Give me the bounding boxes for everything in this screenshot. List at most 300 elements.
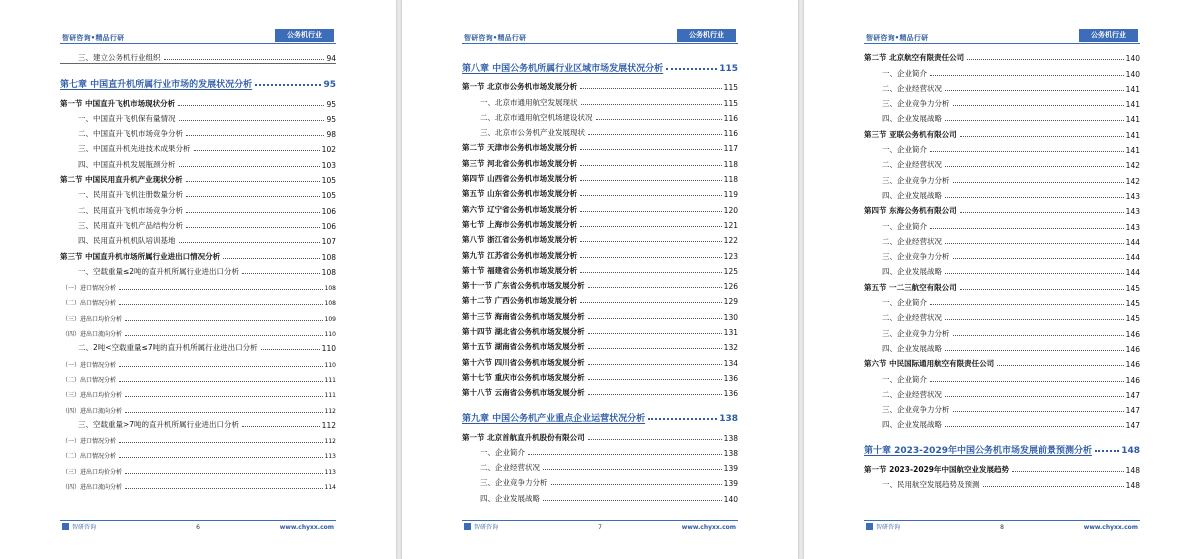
toc-entry-title: 四、企业发展战略: [882, 420, 942, 430]
toc-section-entry[interactable]: [60, 170, 336, 185]
toc-entry-title: 二、企业经营状况: [480, 463, 540, 473]
toc-item-entry[interactable]: [864, 109, 1140, 124]
toc-item-entry[interactable]: [60, 399, 336, 414]
dot-leader: [648, 418, 717, 420]
toc-entry-title: 三、企业竞争力分析: [882, 252, 950, 262]
toc-entry-title: 第一节 中国直升飞机市场现状分析: [60, 98, 176, 108]
toc-page-number: 118: [723, 175, 738, 185]
dot-leader: [178, 105, 324, 106]
dot-leader: [945, 197, 1124, 198]
toc-entry-title: 第七章 中国直升机所属行业市场的发展状况分析: [60, 80, 253, 91]
toc-page-number: 138: [719, 414, 738, 425]
toc-item-entry[interactable]: [864, 216, 1140, 231]
toc-section-entry[interactable]: [462, 322, 738, 337]
toc-section-entry[interactable]: [462, 77, 738, 92]
toc-entry-title: 四、企业发展战略: [882, 190, 942, 200]
toc-entry-title: 一、企业简介: [480, 447, 525, 457]
toc-entry-title: （四）进出口流向分析: [62, 484, 123, 492]
toc-item-entry[interactable]: [60, 139, 336, 154]
toc-section-entry[interactable]: [864, 459, 1140, 474]
page-number: 6: [196, 524, 200, 531]
header-divider: [864, 43, 1140, 44]
toc-page-number: 108: [321, 252, 336, 262]
toc-page-number: 112: [324, 438, 336, 446]
toc-page-number: 115: [719, 64, 738, 74]
toc-page-number: 129: [723, 297, 738, 307]
toc-entry-title: 四、民用直升机机队培训基地: [78, 236, 176, 246]
toc-section-entry[interactable]: [462, 245, 738, 260]
toc-chapter-entry[interactable]: [462, 402, 738, 424]
toc-page-number: 120: [723, 205, 738, 215]
toc-entry-title: 第八节 浙江省公务机市场发展分析: [462, 235, 578, 245]
dot-leader: [1012, 471, 1124, 472]
toc-page-number: 140: [1125, 54, 1140, 64]
toc-entry-title: 第四节 东海公务机有限公司: [864, 206, 957, 216]
dot-leader: [125, 320, 323, 321]
toc-entry-title: 二、中国直升飞机市场竞争分析: [78, 129, 183, 139]
toc-page-number: 145: [1125, 299, 1140, 309]
toc-page-number: 138: [723, 433, 738, 443]
toc-item-entry[interactable]: [864, 186, 1140, 201]
toc-page-number: 112: [324, 407, 336, 415]
toc-item-entry[interactable]: [60, 353, 336, 368]
dot-leader: [945, 90, 1124, 91]
toc-item-entry[interactable]: [864, 400, 1140, 415]
dot-leader: [125, 335, 323, 336]
dot-leader: [945, 319, 1124, 320]
toc-page-number: 109: [324, 315, 336, 323]
toc-page-number: 142: [1125, 161, 1140, 171]
table-of-contents: [864, 48, 1140, 490]
toc-entry-title: 二、北京市通用航空机场建设状况: [480, 112, 593, 122]
page-number: 8: [1000, 524, 1004, 531]
toc-entry-title: 第三节 亚联公务机有限公司: [864, 129, 957, 139]
toc-page-number: 147: [1125, 390, 1140, 400]
toc-entry-title: 第九节 江苏省公务机市场发展分析: [462, 250, 578, 260]
toc-entry-title: 第二节 天津市公务机市场发展分析: [462, 143, 578, 153]
dot-leader: [1095, 450, 1119, 452]
toc-page-number: 114: [324, 484, 336, 492]
toc-page-number: 108: [324, 300, 336, 308]
toc-item-entry[interactable]: [864, 170, 1140, 185]
toc-page-number: 140: [723, 494, 738, 504]
toc-page-number: 144: [1125, 253, 1140, 263]
toc-item-entry[interactable]: [60, 338, 336, 353]
dot-leader: [580, 302, 722, 303]
toc-entry-title: 三、空载重量>7吨的直升机所属行业进出口分析: [78, 419, 240, 429]
toc-section-entry[interactable]: [462, 138, 738, 153]
toc-entry-title: 第四节 山西省公务机市场发展分析: [462, 174, 578, 184]
toc-entry-title: 二、企业经营状况: [882, 160, 942, 170]
toc-entry-title: 四、企业发展战略: [480, 493, 540, 503]
toc-entry-title: 三、企业竞争力分析: [882, 328, 950, 338]
toc-entry-title: 第七节 上海市公务机市场发展分析: [462, 219, 578, 229]
toc-page-number: 113: [324, 468, 336, 476]
toc-entry-title: 第六节 中民国际通用航空有限责任公司: [864, 359, 995, 369]
toc-entry-title: 第十一节 广东省公务机市场发展分析: [462, 281, 585, 291]
toc-entry-title: 三、北京市公务机产业发展现状: [480, 128, 585, 138]
toc-entry-title: 第八章 中国公务机所属行业区域市场发展状况分析: [462, 64, 664, 74]
toc-entry-title: 一、企业简介: [882, 68, 927, 78]
toc-page-number: 148: [1125, 481, 1140, 491]
toc-item-entry[interactable]: [60, 262, 336, 277]
toc-page-number: 118: [723, 159, 738, 169]
toc-section-entry[interactable]: [60, 93, 336, 108]
toc-chapter-entry[interactable]: [462, 52, 738, 74]
toc-entry-title: 第六节 辽宁省公务机市场发展分析: [462, 204, 578, 214]
dot-leader: [580, 226, 722, 227]
toc-entry-title: （三）进出口均价分析: [62, 392, 123, 400]
dot-leader: [945, 243, 1124, 244]
toc-page-number: 113: [324, 453, 336, 461]
toc-item-entry[interactable]: [60, 154, 336, 169]
toc-item-entry[interactable]: [60, 124, 336, 139]
toc-item-entry[interactable]: [60, 476, 336, 491]
toc-section-entry[interactable]: [462, 169, 738, 184]
toc-page-number: 136: [723, 389, 738, 399]
dot-leader: [119, 457, 323, 458]
toc-page-number: 98: [326, 130, 336, 140]
toc-page-number: 141: [1125, 146, 1140, 156]
toc-entry-title: 第三节 中国直升机市场所属行业进出口情况分析: [60, 251, 221, 261]
toc-entry-title: 第十三节 海南省公务机市场发展分析: [462, 311, 585, 321]
toc-entry-title: 一、空载重量≤2吨的直升机所属行业进出口分析: [78, 266, 240, 276]
toc-section-entry[interactable]: [462, 352, 738, 367]
toc-page-number: 106: [321, 221, 336, 231]
dot-leader: [242, 273, 320, 274]
toc-page-number: 140: [1125, 69, 1140, 79]
toc-page-number: 141: [1125, 84, 1140, 94]
dot-leader: [543, 469, 722, 470]
toc-page-number: 111: [324, 392, 336, 400]
toc-entry-title: 一、企业简介: [882, 298, 927, 308]
dot-leader: [119, 304, 323, 305]
toc-page-number: 119: [723, 190, 738, 200]
document-page-8: [804, 0, 1200, 559]
toc-chapter-entry[interactable]: [864, 434, 1140, 456]
dot-leader: [945, 396, 1124, 397]
toc-page-number: 95: [326, 114, 336, 124]
header-brand: 智研咨询•精品行研: [464, 34, 527, 42]
toc-entry-title: 二、企业经营状况: [882, 389, 942, 399]
toc-section-entry[interactable]: [462, 153, 738, 168]
toc-item-entry[interactable]: [60, 216, 336, 231]
toc-item-entry[interactable]: [864, 308, 1140, 323]
dot-leader: [164, 59, 325, 60]
toc-item-entry[interactable]: [864, 323, 1140, 338]
footer-url[interactable]: www.chyxx.com: [279, 524, 334, 531]
dot-leader: [194, 150, 320, 151]
footer-divider: [864, 520, 1140, 521]
dot-leader: [580, 165, 722, 166]
dot-leader: [960, 212, 1124, 213]
toc-page-number: 125: [723, 266, 738, 276]
toc-page-number: 108: [324, 285, 336, 293]
toc-page-number: 115: [723, 98, 738, 108]
toc-page-number: 136: [723, 373, 738, 383]
toc-page-number: 116: [723, 113, 738, 123]
document-page-6: [0, 0, 396, 559]
dot-leader: [186, 196, 320, 197]
toc-item-entry[interactable]: [60, 109, 336, 124]
dot-leader: [588, 318, 722, 319]
toc-item-entry[interactable]: [60, 185, 336, 200]
dot-leader: [528, 454, 722, 455]
dot-leader: [953, 182, 1124, 183]
toc-item-entry[interactable]: [60, 460, 336, 475]
toc-page-number: 130: [723, 312, 738, 322]
toc-page-number: 147: [1125, 406, 1140, 416]
toc-page-number: 148: [1121, 446, 1140, 457]
toc-item-entry[interactable]: [60, 430, 336, 445]
toc-item-entry[interactable]: [864, 385, 1140, 400]
toc-section-entry[interactable]: [462, 261, 738, 276]
toc-section-entry[interactable]: [462, 383, 738, 398]
dot-leader: [930, 381, 1124, 382]
dot-leader: [119, 381, 323, 382]
toc-item-entry[interactable]: [60, 292, 336, 307]
toc-item-entry[interactable]: [462, 458, 738, 473]
toc-section-entry[interactable]: [462, 337, 738, 352]
toc-entry-title: 一、企业简介: [882, 221, 927, 231]
toc-entry-title: 第二节 中国民用直升机产业现状分析: [60, 175, 183, 185]
dot-leader: [125, 488, 323, 489]
header-industry-tag: 公务机行业: [275, 29, 334, 42]
toc-entry-title: 第十七节 重庆市公务机市场发展分析: [462, 372, 585, 382]
toc-entry-title: （二）出口情况分析: [62, 376, 117, 384]
toc-item-entry[interactable]: [60, 445, 336, 460]
toc-entry-title: 第九章 中国公务机产业重点企业运营状况分析: [462, 414, 646, 425]
toc-item-entry[interactable]: [60, 277, 336, 292]
toc-entry-title: 一、民用直升飞机注册数量分析: [78, 190, 183, 200]
toc-page-number: 108: [321, 267, 336, 277]
dot-leader: [125, 396, 323, 397]
toc-item-entry[interactable]: [60, 415, 336, 430]
toc-section-entry[interactable]: [462, 184, 738, 199]
toc-item-entry[interactable]: [60, 231, 336, 246]
toc-page-number: 110: [321, 344, 336, 354]
footer-url[interactable]: www.chyxx.com: [1083, 524, 1138, 531]
toc-entry-title: （一）进口情况分析: [62, 285, 117, 293]
toc-entry-title: 一、企业简介: [882, 145, 927, 155]
toc-entry-title: 四、中国直升机发展瓶颈分析: [78, 159, 176, 169]
toc-page-number: 131: [723, 328, 738, 338]
toc-entry-title: 第十八节 云南省公务机市场发展分析: [462, 388, 585, 398]
toc-item-entry[interactable]: [462, 488, 738, 503]
toc-page-number: 123: [723, 251, 738, 261]
toc-item-entry[interactable]: [864, 262, 1140, 277]
toc-item-entry[interactable]: [60, 307, 336, 322]
toc-entry-title: 一、中国直升飞机保有量情况: [78, 113, 176, 123]
toc-section-entry[interactable]: [864, 48, 1140, 63]
dot-leader: [945, 426, 1124, 427]
toc-entry-title: 第一节 2023-2029年中国航空业发展趋势: [864, 464, 1009, 474]
dot-leader: [125, 412, 323, 413]
toc-section-entry[interactable]: [462, 306, 738, 321]
toc-item-entry[interactable]: [462, 123, 738, 138]
toc-entry-title: 第十节 福建省公务机市场发展分析: [462, 265, 578, 275]
toc-entry-title: （二）出口情况分析: [62, 453, 117, 461]
dot-leader: [581, 104, 722, 105]
document-page-7: [402, 0, 798, 559]
toc-page-number: 102: [321, 145, 336, 155]
dot-leader: [983, 486, 1124, 487]
toc-entry-title: 三、企业竞争力分析: [882, 175, 950, 185]
toc-item-entry[interactable]: [60, 323, 336, 338]
toc-page-number: 146: [1125, 329, 1140, 339]
toc-item-entry[interactable]: [864, 369, 1140, 384]
header-divider: [60, 43, 336, 44]
toc-entry-title: 三、中国直升机先进技术成果分析: [78, 144, 191, 154]
dot-leader: [580, 195, 722, 196]
toc-page-number: 105: [321, 191, 336, 201]
dot-leader: [588, 333, 722, 334]
toc-section-entry[interactable]: [462, 427, 738, 442]
toc-page-number: 144: [1125, 268, 1140, 278]
toc-entry-title: 二、民用直升飞机市场竞争分析: [78, 205, 183, 215]
footer-url[interactable]: www.chyxx.com: [681, 524, 736, 531]
toc-page-number: 126: [723, 282, 738, 292]
toc-item-entry[interactable]: [864, 339, 1140, 354]
toc-entry-title: （四）进出口流向分析: [62, 407, 123, 415]
toc-item-entry[interactable]: [864, 232, 1140, 247]
toc-item-entry[interactable]: [864, 79, 1140, 94]
toc-item-entry[interactable]: [462, 443, 738, 458]
toc-page-number: 142: [1125, 176, 1140, 186]
toc-section-entry[interactable]: [60, 246, 336, 261]
toc-item-entry[interactable]: [864, 155, 1140, 170]
dot-leader: [967, 59, 1124, 60]
toc-page-number: 110: [324, 361, 336, 369]
toc-item-entry[interactable]: [60, 48, 336, 64]
toc-section-entry[interactable]: [462, 276, 738, 291]
toc-page-number: 146: [1125, 360, 1140, 370]
toc-page-number: 117: [723, 144, 738, 154]
toc-item-entry[interactable]: [864, 140, 1140, 155]
dot-leader: [186, 135, 324, 136]
toc-entry-title: （一）进口情况分析: [62, 361, 117, 369]
dot-leader: [930, 151, 1124, 152]
dot-leader: [179, 120, 325, 121]
toc-page-number: 146: [1125, 375, 1140, 385]
dot-leader: [223, 258, 320, 259]
toc-entry-title: 二、2吨<空载重量≤7吨的直升机所属行业进出口分析: [78, 343, 258, 353]
dot-leader: [255, 84, 321, 86]
dot-leader: [960, 289, 1124, 290]
toc-entry-title: 四、企业发展战略: [882, 267, 942, 277]
toc-section-entry[interactable]: [864, 354, 1140, 369]
toc-item-entry[interactable]: [60, 200, 336, 215]
toc-page-number: 141: [1125, 100, 1140, 110]
toc-section-entry[interactable]: [462, 291, 738, 306]
dot-leader: [945, 166, 1124, 167]
dot-leader: [580, 257, 722, 258]
toc-section-entry[interactable]: [864, 124, 1140, 139]
dot-leader: [179, 166, 320, 167]
toc-entry-title: 第十六节 四川省公务机市场发展分析: [462, 357, 585, 367]
toc-entry-title: 第十四节 湖北省公务机市场发展分析: [462, 327, 585, 337]
toc-section-entry[interactable]: [462, 368, 738, 383]
toc-entry-title: （三）进出口均价分析: [62, 468, 123, 476]
dot-leader: [580, 241, 722, 242]
toc-entry-title: （三）进出口均价分析: [62, 315, 123, 323]
toc-page-number: 146: [1125, 344, 1140, 354]
toc-page-number: 106: [321, 206, 336, 216]
toc-entry-title: 三、企业竞争力分析: [882, 405, 950, 415]
toc-item-entry[interactable]: [864, 475, 1140, 490]
toc-page-number: 138: [723, 448, 738, 458]
dot-leader: [186, 181, 320, 182]
toc-chapter-entry[interactable]: [60, 68, 336, 90]
toc-entry-title: 四、企业发展战略: [882, 343, 942, 353]
dot-leader: [551, 484, 722, 485]
toc-page-number: 145: [1125, 283, 1140, 293]
dot-leader: [930, 228, 1124, 229]
toc-page-number: 115: [723, 83, 738, 93]
toc-page-number: 144: [1125, 237, 1140, 247]
footer-logo-text: 智研咨询: [474, 524, 499, 531]
toc-page-number: 148: [1125, 465, 1140, 475]
dot-leader: [242, 426, 320, 427]
toc-page-number: 116: [723, 129, 738, 139]
toc-entry-title: 第五节 一二三航空有限公司: [864, 282, 957, 292]
toc-entry-title: （一）进口情况分析: [62, 438, 117, 446]
toc-section-entry[interactable]: [864, 277, 1140, 292]
toc-entry-title: 二、企业经营状况: [882, 83, 942, 93]
toc-page-number: 141: [1125, 130, 1140, 140]
toc-entry-title: 二、企业经营状况: [882, 313, 942, 323]
toc-page-number: 143: [1125, 191, 1140, 201]
dot-leader: [125, 473, 323, 474]
toc-item-entry[interactable]: [864, 293, 1140, 308]
toc-section-entry[interactable]: [462, 230, 738, 245]
dot-leader: [588, 287, 722, 288]
dot-leader: [580, 272, 722, 273]
dot-leader: [179, 242, 320, 243]
toc-section-entry[interactable]: [864, 201, 1140, 216]
dot-leader: [588, 439, 722, 440]
toc-entry-title: 第三节 河北省公务机市场发展分析: [462, 158, 578, 168]
toc-item-entry[interactable]: [864, 247, 1140, 262]
dot-leader: [930, 304, 1124, 305]
dot-leader: [543, 500, 722, 501]
dot-leader: [997, 365, 1124, 366]
toc-page-number: 95: [326, 99, 336, 109]
toc-entry-title: 第十五节 湖南省公务机市场发展分析: [462, 342, 585, 352]
toc-item-entry[interactable]: [864, 415, 1140, 430]
footer-logo-text: 智研咨询: [72, 524, 97, 531]
toc-item-entry[interactable]: [864, 63, 1140, 78]
toc-page-number: 139: [723, 464, 738, 474]
dot-leader: [580, 211, 722, 212]
toc-entry-title: 第一节 北京市公务机市场发展分析: [462, 82, 578, 92]
header-divider: [462, 43, 738, 44]
toc-entry-title: 三、企业竞争力分析: [882, 99, 950, 109]
dot-leader: [588, 364, 722, 365]
toc-section-entry[interactable]: [462, 215, 738, 230]
table-of-contents: [60, 48, 336, 491]
toc-item-entry[interactable]: [60, 384, 336, 399]
dot-leader: [580, 149, 722, 150]
toc-entry-title: 第五节 山东省公务机市场发展分析: [462, 189, 578, 199]
toc-item-entry[interactable]: [60, 369, 336, 384]
toc-item-entry[interactable]: [462, 92, 738, 107]
toc-item-entry[interactable]: [462, 473, 738, 488]
toc-item-entry[interactable]: [462, 108, 738, 123]
toc-section-entry[interactable]: [462, 199, 738, 214]
toc-item-entry[interactable]: [864, 94, 1140, 109]
dot-leader: [186, 212, 320, 213]
